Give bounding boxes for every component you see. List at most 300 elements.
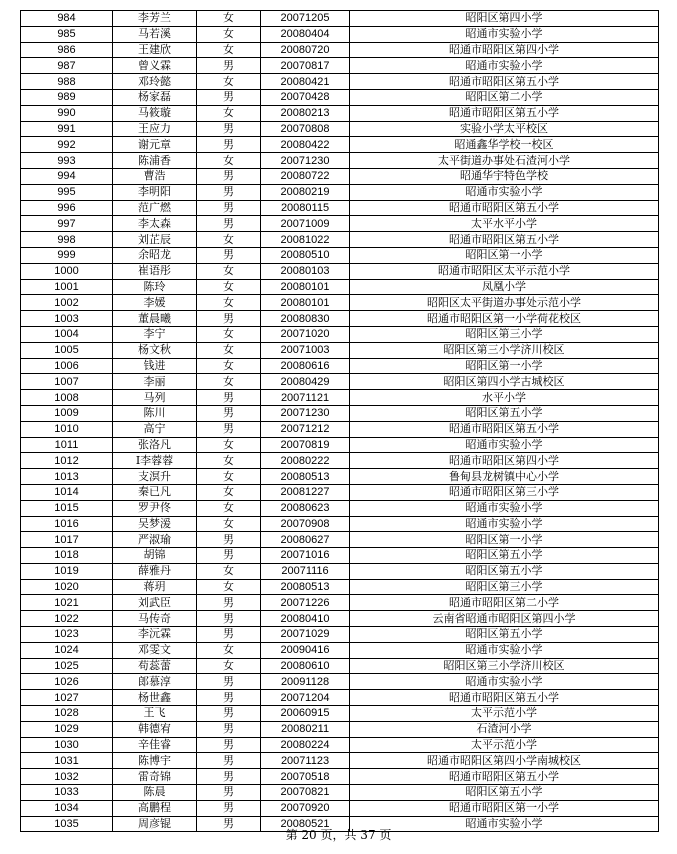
cell-school: 太平示范小学 — [350, 737, 659, 753]
cell-name: 李太森 — [113, 216, 197, 232]
cell-date: 20080410 — [261, 611, 350, 627]
cell-gender: 男 — [197, 58, 261, 74]
cell-name: 杨世鑫 — [113, 690, 197, 706]
cell-school: 太平街道办事处石渣河小学 — [350, 153, 659, 169]
cell-num: 1014 — [21, 484, 113, 500]
cell-gender: 女 — [197, 563, 261, 579]
cell-gender: 女 — [197, 453, 261, 469]
table-row — [21, 595, 659, 611]
cell-name: 陈晨 — [113, 785, 197, 801]
table-row — [21, 405, 659, 421]
cell-school: 石渣河小学 — [350, 721, 659, 737]
cell-school: 昭通市昭阳区第五小学 — [350, 232, 659, 248]
cell-school: 太平水平小学 — [350, 216, 659, 232]
cell-num: 1007 — [21, 374, 113, 390]
cell-school: 昭通市昭阳区第四小学南城校区 — [350, 753, 659, 769]
cell-date: 20081227 — [261, 484, 350, 500]
cell-name: 郎慕淳 — [113, 674, 197, 690]
cell-num: 984 — [21, 11, 113, 27]
cell-school: 昭通市昭阳区第四小学 — [350, 42, 659, 58]
cell-name: 胡锦 — [113, 548, 197, 564]
cell-num: 1019 — [21, 563, 113, 579]
table-row — [21, 42, 659, 58]
cell-num: 1009 — [21, 405, 113, 421]
cell-name: 陈浦香 — [113, 153, 197, 169]
cell-name: 韩德宥 — [113, 721, 197, 737]
cell-date: 20071205 — [261, 11, 350, 27]
table-row — [21, 121, 659, 137]
cell-gender: 男 — [197, 421, 261, 437]
cell-date: 20080421 — [261, 74, 350, 90]
cell-date: 20071003 — [261, 342, 350, 358]
cell-name: 曹浩 — [113, 168, 197, 184]
cell-num: 1029 — [21, 721, 113, 737]
cell-num: 1024 — [21, 642, 113, 658]
cell-gender: 男 — [197, 137, 261, 153]
table-row — [21, 563, 659, 579]
cell-school: 昭通市昭阳区第五小学 — [350, 105, 659, 121]
cell-school: 昭阳区第一小学 — [350, 247, 659, 263]
cell-num: 1003 — [21, 311, 113, 327]
table-row — [21, 500, 659, 516]
cell-gender: 女 — [197, 326, 261, 342]
cell-school: 凤凰小学 — [350, 279, 659, 295]
cell-name: 周彦锟 — [113, 816, 197, 832]
cell-date: 20071016 — [261, 548, 350, 564]
cell-name: 陈博宇 — [113, 753, 197, 769]
cell-name: 刘芷辰 — [113, 232, 197, 248]
cell-name: 马筱璇 — [113, 105, 197, 121]
cell-school: 昭阳区第一小学 — [350, 358, 659, 374]
table-row — [21, 769, 659, 785]
cell-name: 张洛凡 — [113, 437, 197, 453]
cell-school: 昭阳区第三小学济川校区 — [350, 658, 659, 674]
cell-gender: 男 — [197, 200, 261, 216]
cell-name: 钱进 — [113, 358, 197, 374]
cell-num: 990 — [21, 105, 113, 121]
table-row — [21, 216, 659, 232]
cell-school: 昭阳区第五小学 — [350, 627, 659, 643]
student-table-body — [21, 11, 659, 832]
cell-school: 云南省昭通市昭阳区第四小学 — [350, 611, 659, 627]
cell-gender: 男 — [197, 737, 261, 753]
cell-gender: 男 — [197, 168, 261, 184]
cell-school: 昭阳区第五小学 — [350, 548, 659, 564]
cell-gender: 女 — [197, 437, 261, 453]
cell-num: 1005 — [21, 342, 113, 358]
table-row — [21, 153, 659, 169]
table-row — [21, 674, 659, 690]
cell-num: 987 — [21, 58, 113, 74]
cell-num: 1031 — [21, 753, 113, 769]
table-row — [21, 326, 659, 342]
cell-date: 20070908 — [261, 516, 350, 532]
cell-gender: 女 — [197, 105, 261, 121]
cell-gender: 男 — [197, 216, 261, 232]
cell-num: 991 — [21, 121, 113, 137]
cell-num: 993 — [21, 153, 113, 169]
cell-name: 李明阳 — [113, 184, 197, 200]
cell-gender: 男 — [197, 121, 261, 137]
cell-school: 昭通市昭阳区第二小学 — [350, 595, 659, 611]
cell-num: 1034 — [21, 800, 113, 816]
cell-gender: 男 — [197, 674, 261, 690]
cell-school: 昭阳区第五小学 — [350, 785, 659, 801]
table-row — [21, 168, 659, 184]
cell-name: 谢元章 — [113, 137, 197, 153]
cell-gender: 男 — [197, 785, 261, 801]
cell-num: 1020 — [21, 579, 113, 595]
cell-num: 988 — [21, 74, 113, 90]
cell-num: 1001 — [21, 279, 113, 295]
table-row — [21, 342, 659, 358]
cell-date: 20080616 — [261, 358, 350, 374]
cell-date: 20071226 — [261, 595, 350, 611]
cell-name: 罗尹佟 — [113, 500, 197, 516]
cell-date: 20071212 — [261, 421, 350, 437]
cell-school: 实验小学太平校区 — [350, 121, 659, 137]
cell-date: 20071029 — [261, 627, 350, 643]
cell-name: 马若溪 — [113, 26, 197, 42]
table-row — [21, 737, 659, 753]
page-footer: 第 20 页，共 37 页 — [285, 828, 392, 842]
cell-name: 吴梦湲 — [113, 516, 197, 532]
cell-school: 昭通市实验小学 — [350, 642, 659, 658]
cell-school: 昭通市昭阳区第五小学 — [350, 690, 659, 706]
table-row — [21, 437, 659, 453]
cell-num: 1018 — [21, 548, 113, 564]
cell-gender: 男 — [197, 769, 261, 785]
cell-gender: 女 — [197, 342, 261, 358]
cell-school: 昭通市昭阳区第五小学 — [350, 74, 659, 90]
cell-name: I李蓉蓉 — [113, 453, 197, 469]
table-row — [21, 295, 659, 311]
cell-date: 20070819 — [261, 437, 350, 453]
table-row — [21, 421, 659, 437]
table-row — [21, 753, 659, 769]
cell-date: 20070920 — [261, 800, 350, 816]
cell-num: 992 — [21, 137, 113, 153]
cell-school: 昭阳区第五小学 — [350, 405, 659, 421]
cell-gender: 女 — [197, 279, 261, 295]
cell-school: 昭通市昭阳区第五小学 — [350, 200, 659, 216]
cell-gender: 女 — [197, 374, 261, 390]
cell-num: 1033 — [21, 785, 113, 801]
cell-name: 邓雯文 — [113, 642, 197, 658]
cell-name: 崔语彤 — [113, 263, 197, 279]
cell-num: 999 — [21, 247, 113, 263]
cell-gender: 男 — [197, 390, 261, 406]
cell-gender: 女 — [197, 11, 261, 27]
cell-num: 1017 — [21, 532, 113, 548]
cell-gender: 男 — [197, 800, 261, 816]
cell-date: 20070428 — [261, 89, 350, 105]
cell-name: 支溟升 — [113, 469, 197, 485]
cell-name: 马传奇 — [113, 611, 197, 627]
cell-date: 20080404 — [261, 26, 350, 42]
cell-gender: 男 — [197, 753, 261, 769]
cell-num: 1023 — [21, 627, 113, 643]
cell-name: 范广燃 — [113, 200, 197, 216]
cell-num: 1004 — [21, 326, 113, 342]
cell-school: 水平小学 — [350, 390, 659, 406]
cell-name: 苟蕊蕾 — [113, 658, 197, 674]
cell-date: 20080224 — [261, 737, 350, 753]
cell-gender: 男 — [197, 595, 261, 611]
table-row — [21, 484, 659, 500]
cell-gender: 女 — [197, 358, 261, 374]
cell-date: 20080103 — [261, 263, 350, 279]
cell-school: 昭阳区第四小学 — [350, 11, 659, 27]
cell-school: 昭阳区第四小学古城校区 — [350, 374, 659, 390]
table-row — [21, 579, 659, 595]
table-row — [21, 247, 659, 263]
cell-school: 昭通市昭阳区第三小学 — [350, 484, 659, 500]
table-row — [21, 721, 659, 737]
cell-date: 20080101 — [261, 295, 350, 311]
cell-name: 余昭龙 — [113, 247, 197, 263]
cell-gender: 男 — [197, 706, 261, 722]
cell-num: 1026 — [21, 674, 113, 690]
cell-school: 太平示范小学 — [350, 706, 659, 722]
cell-num: 1030 — [21, 737, 113, 753]
cell-date: 20080513 — [261, 469, 350, 485]
table-row — [21, 658, 659, 674]
cell-gender: 男 — [197, 690, 261, 706]
table-row — [21, 548, 659, 564]
cell-date: 20080115 — [261, 200, 350, 216]
cell-name: 高鹏程 — [113, 800, 197, 816]
cell-gender: 男 — [197, 311, 261, 327]
cell-gender: 男 — [197, 405, 261, 421]
table-row — [21, 105, 659, 121]
cell-date: 20071123 — [261, 753, 350, 769]
cell-num: 1008 — [21, 390, 113, 406]
cell-name: 高宁 — [113, 421, 197, 437]
cell-gender: 男 — [197, 532, 261, 548]
cell-gender: 女 — [197, 500, 261, 516]
cell-num: 1028 — [21, 706, 113, 722]
table-row — [21, 390, 659, 406]
cell-gender: 女 — [197, 642, 261, 658]
cell-name: 严淑瑜 — [113, 532, 197, 548]
cell-school: 鲁甸县龙树镇中心小学 — [350, 469, 659, 485]
table-row — [21, 453, 659, 469]
cell-gender: 女 — [197, 579, 261, 595]
table-row — [21, 469, 659, 485]
cell-name: 李芳兰 — [113, 11, 197, 27]
cell-gender: 女 — [197, 469, 261, 485]
cell-gender: 男 — [197, 816, 261, 832]
cell-gender: 女 — [197, 263, 261, 279]
table-row — [21, 26, 659, 42]
table-row — [21, 627, 659, 643]
cell-num: 995 — [21, 184, 113, 200]
cell-date: 20071230 — [261, 153, 350, 169]
table-row — [21, 279, 659, 295]
cell-school: 昭通市昭阳区第五小学 — [350, 421, 659, 437]
cell-date: 20080222 — [261, 453, 350, 469]
cell-name: 杨家磊 — [113, 89, 197, 105]
cell-date: 20070808 — [261, 121, 350, 137]
cell-date: 20071009 — [261, 216, 350, 232]
cell-num: 997 — [21, 216, 113, 232]
cell-name: 辛佳睿 — [113, 737, 197, 753]
cell-date: 20091128 — [261, 674, 350, 690]
cell-num: 1006 — [21, 358, 113, 374]
cell-name: 王建欣 — [113, 42, 197, 58]
cell-date: 20080720 — [261, 42, 350, 58]
cell-num: 1016 — [21, 516, 113, 532]
cell-date: 20080101 — [261, 279, 350, 295]
cell-num: 1035 — [21, 816, 113, 832]
cell-gender: 男 — [197, 627, 261, 643]
cell-gender: 男 — [197, 611, 261, 627]
cell-school: 昭阳区第三小学济川校区 — [350, 342, 659, 358]
cell-date: 20080429 — [261, 374, 350, 390]
cell-num: 1022 — [21, 611, 113, 627]
cell-school: 昭通市昭阳区太平示范小学 — [350, 263, 659, 279]
cell-date: 20080623 — [261, 500, 350, 516]
cell-date: 20080830 — [261, 311, 350, 327]
cell-name: 秦已凡 — [113, 484, 197, 500]
cell-date: 20080513 — [261, 579, 350, 595]
cell-date: 20071204 — [261, 690, 350, 706]
cell-num: 1013 — [21, 469, 113, 485]
cell-gender: 男 — [197, 721, 261, 737]
cell-name: 陈川 — [113, 405, 197, 421]
cell-school: 昭阳区第三小学 — [350, 579, 659, 595]
cell-num: 1032 — [21, 769, 113, 785]
table-row — [21, 642, 659, 658]
cell-date: 20070817 — [261, 58, 350, 74]
cell-school: 昭阳区第三小学 — [350, 326, 659, 342]
cell-gender: 女 — [197, 484, 261, 500]
cell-num: 994 — [21, 168, 113, 184]
cell-date: 20071230 — [261, 405, 350, 421]
cell-gender: 女 — [197, 42, 261, 58]
cell-gender: 男 — [197, 247, 261, 263]
cell-school: 昭通市实验小学 — [350, 58, 659, 74]
cell-num: 985 — [21, 26, 113, 42]
cell-name: 蒋玥 — [113, 579, 197, 595]
cell-num: 1027 — [21, 690, 113, 706]
cell-school: 昭通市昭阳区第一小学荷花校区 — [350, 311, 659, 327]
cell-school: 昭通市实验小学 — [350, 437, 659, 453]
cell-name: 薛雅丹 — [113, 563, 197, 579]
cell-num: 998 — [21, 232, 113, 248]
cell-num: 996 — [21, 200, 113, 216]
table-row — [21, 200, 659, 216]
cell-date: 20080627 — [261, 532, 350, 548]
cell-school: 昭通市实验小学 — [350, 816, 659, 832]
table-row — [21, 800, 659, 816]
cell-name: 王应力 — [113, 121, 197, 137]
cell-school: 昭通市实验小学 — [350, 516, 659, 532]
cell-num: 1012 — [21, 453, 113, 469]
cell-name: 李媛 — [113, 295, 197, 311]
table-row — [21, 311, 659, 327]
cell-date: 20071020 — [261, 326, 350, 342]
cell-school: 昭通市实验小学 — [350, 500, 659, 516]
cell-num: 1000 — [21, 263, 113, 279]
cell-school: 昭通市昭阳区第一小学 — [350, 800, 659, 816]
cell-school: 昭阳区太平街道办事处示范小学 — [350, 295, 659, 311]
table-row — [21, 232, 659, 248]
cell-date: 20071116 — [261, 563, 350, 579]
cell-school: 昭阳区第一小学 — [350, 532, 659, 548]
cell-date: 20070821 — [261, 785, 350, 801]
cell-gender: 男 — [197, 184, 261, 200]
table-row — [21, 11, 659, 27]
cell-gender: 男 — [197, 89, 261, 105]
table-row — [21, 706, 659, 722]
cell-date: 20080610 — [261, 658, 350, 674]
cell-gender: 女 — [197, 153, 261, 169]
cell-school: 昭通市昭阳区第四小学 — [350, 453, 659, 469]
cell-gender: 女 — [197, 516, 261, 532]
cell-gender: 女 — [197, 26, 261, 42]
student-table — [20, 10, 659, 832]
cell-num: 1015 — [21, 500, 113, 516]
cell-date: 20080219 — [261, 184, 350, 200]
cell-gender: 女 — [197, 74, 261, 90]
cell-num: 1011 — [21, 437, 113, 453]
cell-date: 20080211 — [261, 721, 350, 737]
cell-date: 20060915 — [261, 706, 350, 722]
cell-name: 雷奇锦 — [113, 769, 197, 785]
cell-num: 1025 — [21, 658, 113, 674]
cell-num: 986 — [21, 42, 113, 58]
cell-school: 昭通华宇特色学校 — [350, 168, 659, 184]
cell-school: 昭阳区第二小学 — [350, 89, 659, 105]
table-row — [21, 532, 659, 548]
cell-date: 20071121 — [261, 390, 350, 406]
table-row — [21, 58, 659, 74]
cell-school: 昭通市实验小学 — [350, 674, 659, 690]
table-row — [21, 690, 659, 706]
cell-name: 陈玲 — [113, 279, 197, 295]
cell-num: 989 — [21, 89, 113, 105]
table-row — [21, 358, 659, 374]
cell-date: 20080521 — [261, 816, 350, 832]
cell-school: 昭通鑫华学校一校区 — [350, 137, 659, 153]
cell-name: 李沅霖 — [113, 627, 197, 643]
cell-date: 20090416 — [261, 642, 350, 658]
cell-gender: 女 — [197, 295, 261, 311]
cell-date: 20070518 — [261, 769, 350, 785]
cell-date: 20080213 — [261, 105, 350, 121]
table-row — [21, 516, 659, 532]
cell-gender: 女 — [197, 232, 261, 248]
cell-name: 刘武臣 — [113, 595, 197, 611]
cell-school: 昭阳区第五小学 — [350, 563, 659, 579]
table-row — [21, 74, 659, 90]
cell-gender: 女 — [197, 658, 261, 674]
cell-school: 昭通市昭阳区第五小学 — [350, 769, 659, 785]
cell-name: 曾义霖 — [113, 58, 197, 74]
table-row — [21, 611, 659, 627]
cell-date: 20080722 — [261, 168, 350, 184]
table-row — [21, 263, 659, 279]
cell-name: 杨文秋 — [113, 342, 197, 358]
table-row — [21, 89, 659, 105]
cell-num: 1021 — [21, 595, 113, 611]
cell-gender: 男 — [197, 548, 261, 564]
cell-date: 20081022 — [261, 232, 350, 248]
table-row — [21, 184, 659, 200]
cell-name: 董晨曦 — [113, 311, 197, 327]
